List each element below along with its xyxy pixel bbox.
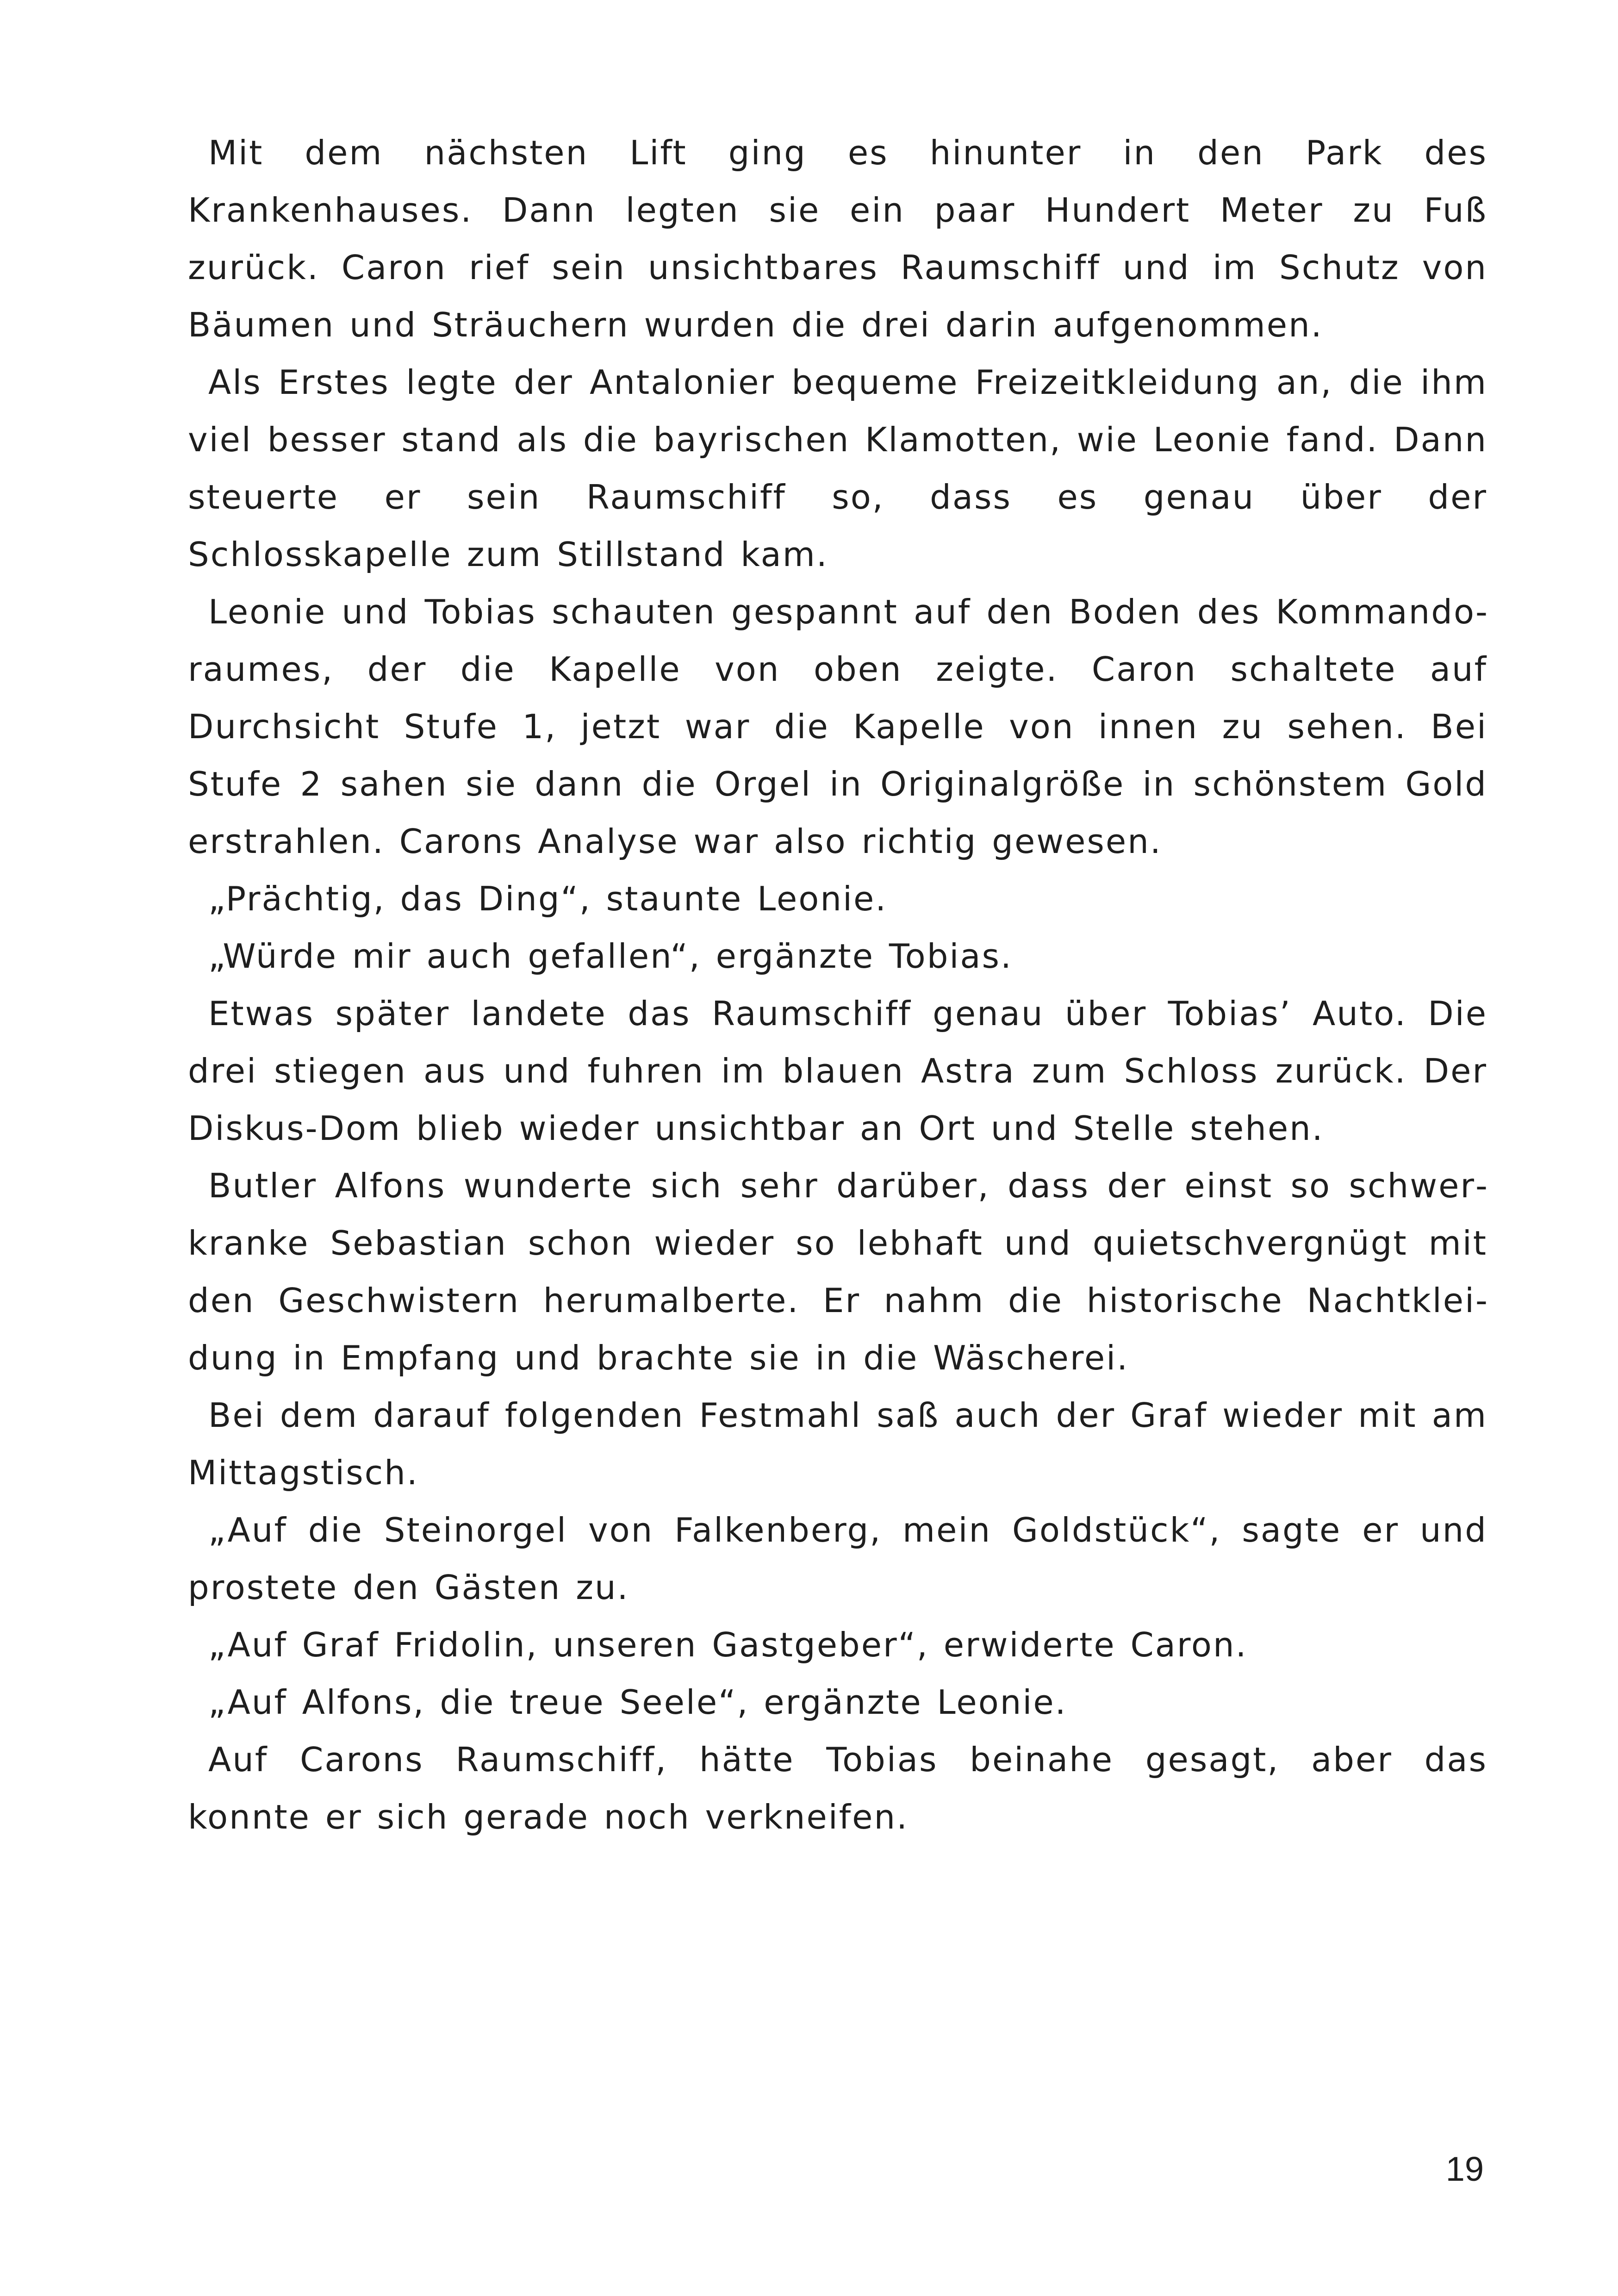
paragraph-9: „Auf die Steinorgel von Falkenberg, mein Goldstück“, sagte er und prostete den Gästen zu. xyxy=(188,1511,1487,1607)
paragraph-4: „Prächtig, das Ding“, staunte Leonie. xyxy=(208,879,888,918)
paragraph-7: Butler Alfons wunderte sich sehr darüber, dass der einst so schwerkranke Sebastian schon wieder so lebhaft und quietschvergnügt mit den Geschwistern herumalberte. Er nahm die historische Nachtkleidung in Empfang und brachte sie in die Wäscherei. xyxy=(188,1166,1487,1377)
page-number: 19 xyxy=(1445,2150,1484,2188)
paragraph-6: Etwas später landete das Raumschiff genau über Tobias’ Auto. Die drei stiegen aus und fuhren im blauen Astra zum Schloss zurück. Der Diskus-Dom blieb wieder unsichtbar an Ort und Stelle stehen. xyxy=(188,994,1487,1148)
body-text xyxy=(188,124,1487,1846)
paragraph-11: „Auf Alfons, die treue Seele“, ergänzte Leonie. xyxy=(208,1683,1067,1722)
paragraph-10: „Auf Graf Fridolin, unseren Gastgeber“, erwiderte Caron. xyxy=(208,1625,1248,1664)
paragraph-1: Mit dem nächsten Lift ging es hinunter in den Park des Krankenhauses. Dann legten sie ein paar Hundert Meter zu Fuß zurück. Caron rief sein unsichtbares Raumschiff und im Schutz von Bäumen und Sträuchern wurden die drei darin aufgenommen. xyxy=(188,133,1487,344)
paragraph-5: „Würde mir auch gefallen“, ergänzte Tobias. xyxy=(208,937,1013,976)
paragraph-12: Auf Carons Raumschiff, hätte Tobias beinahe gesagt, aber das konnte er sich gerade noch verkneifen. xyxy=(188,1740,1487,1836)
paragraph-2: Als Erstes legte der Antalonier bequeme Freizeitkleidung an, die ihm viel besser stand als die bayrischen Klamotten, wie Leonie fand. Dann steuerte er sein Raumschiff so, dass es genau über der Schlosskapelle zum Stillstand kam. xyxy=(188,363,1487,574)
paragraph-3: Leonie und Tobias schauten gespannt auf den Boden des Kommandoraumes, der die Kapelle von oben zeigte. Caron schaltete auf Durchsicht Stufe 1, jetzt war die Kapelle von innen zu sehen. Bei Stufe 2 sahen sie dann die Orgel in Originalgröße in schönstem Gold erstrahlen. Carons Analyse war also richtig gewesen. xyxy=(188,592,1487,861)
paragraph-8: Bei dem darauf folgenden Festmahl saß auch der Graf wieder mit am Mittagstisch. xyxy=(188,1396,1487,1492)
